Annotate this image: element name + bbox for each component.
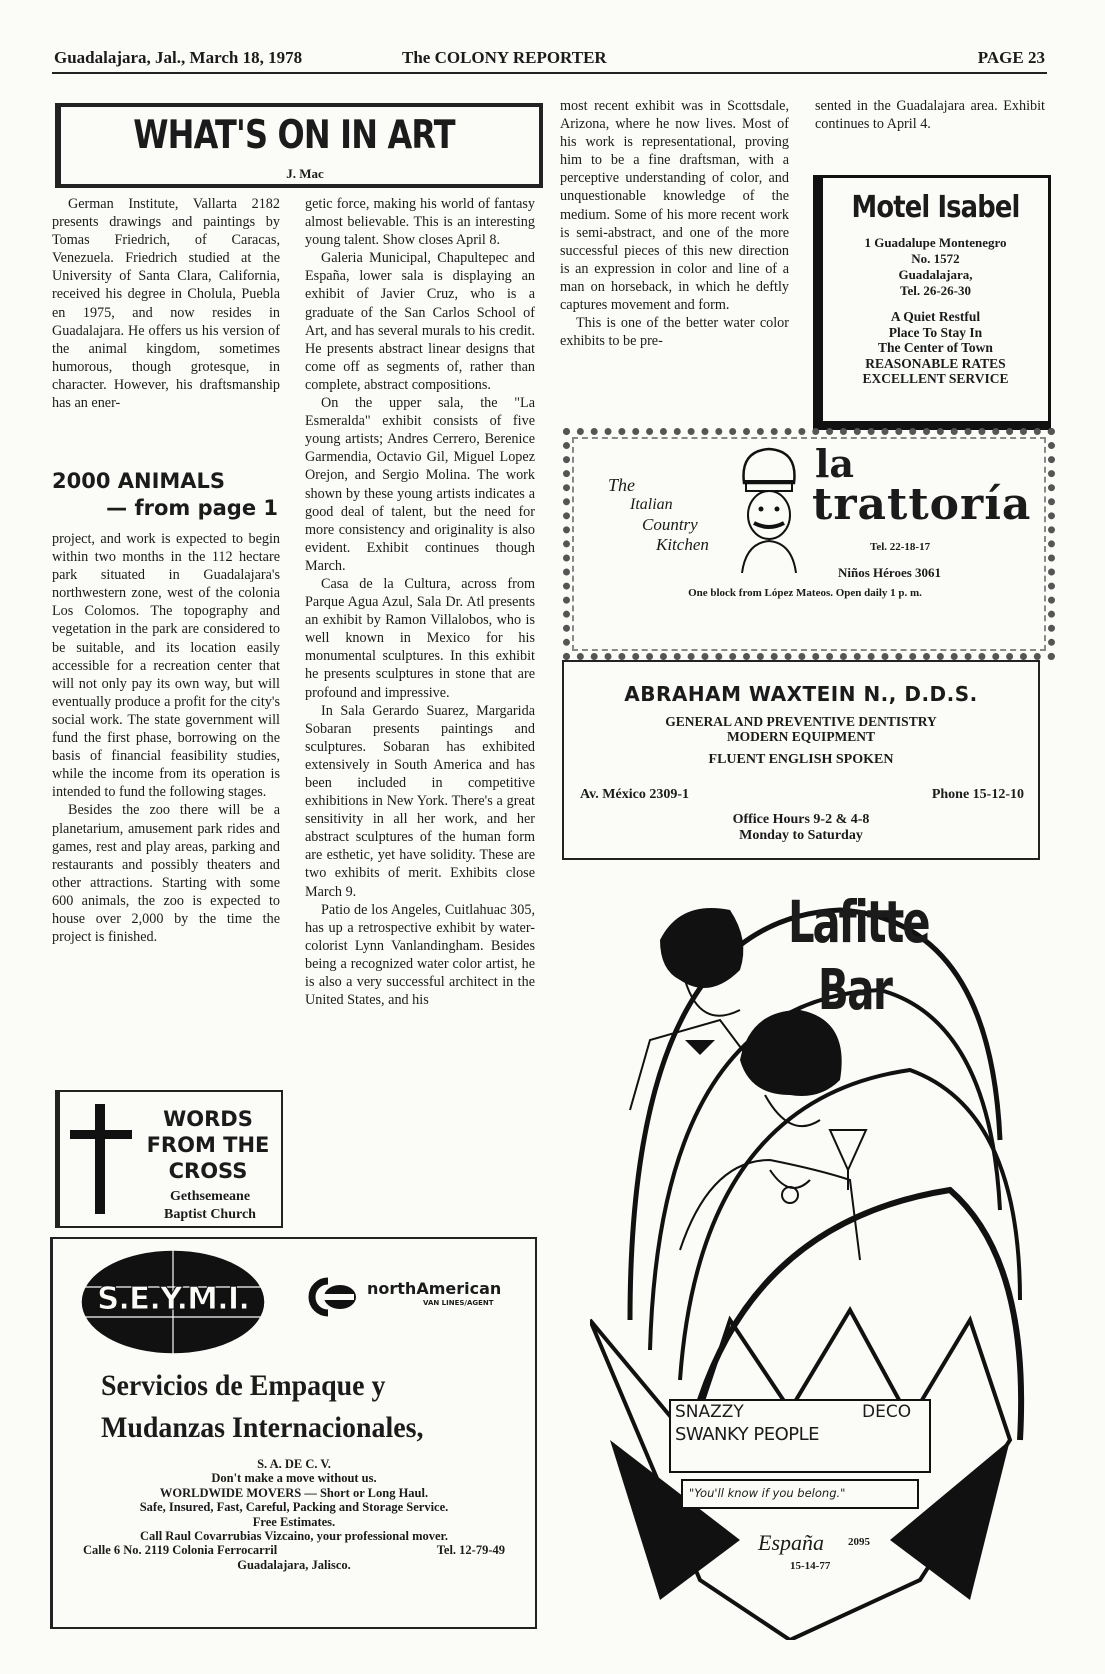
lafitte-quote: "You'll know if you belong." <box>689 1486 846 1500</box>
lafitte-swanky: SWANKY PEOPLE <box>675 1424 820 1445</box>
dentist-line-2: MODERN EQUIPMENT <box>726 729 876 744</box>
dentist-days: Monday to Saturday <box>739 828 863 843</box>
art-paragraph: getic force, making his world of fantasy almost believable. This is an interesting young talent. Show closes April 8. <box>305 196 535 249</box>
seymi-line-2: Don't make a move without us. <box>211 1471 377 1486</box>
motel-name: Motel Isabel <box>851 190 1020 225</box>
art-title: WHAT'S ON IN ART <box>133 113 455 158</box>
art-paragraph: This is one of the better water color exhibits to be pre- <box>560 315 789 350</box>
seymi-ad <box>50 1237 537 1629</box>
motel-city: Guadalajara, <box>898 267 973 282</box>
dentist-address: Av. México 2309-1 <box>580 787 689 802</box>
cross-line-3: CROSS <box>168 1159 248 1183</box>
lafitte-bar-illustration <box>590 880 1030 1640</box>
dentist-phone: Phone 15-12-10 <box>931 787 1024 802</box>
cross-line-1: WORDS <box>163 1107 253 1131</box>
art-paragraph: Galeria Municipal, Chapultepec and España, lower sala is displaying an exhibit of Javier Cruz, who is a graduate of the San Carlos School of Art, and has several murals to his credit. He presents abstract linear designs that come off as segments of, rather than complete, abstract compositions. <box>305 250 535 393</box>
motel-address-1: 1 Guadalupe Montenegro <box>864 235 1007 250</box>
trattoria-the: The <box>608 475 635 495</box>
motel-tagline-3: The Center of Town <box>878 340 993 355</box>
seymi-title-2: Mudanzas Internacionales, <box>101 1411 424 1444</box>
seymi-line-6: Call Raul Covarrubias Vizcaino, your professional mover. <box>139 1529 449 1544</box>
motel-address-2: No. 1572 <box>911 251 960 266</box>
northamerican-logo-icon <box>300 1277 360 1317</box>
northamerican-sub: VAN LINES/AGENT <box>423 1299 494 1307</box>
seymi-tel: Tel. 12-79-49 <box>436 1543 505 1558</box>
animals-head-1: 2000 ANIMALS <box>52 469 226 493</box>
dentist-ad <box>562 660 1040 860</box>
lafitte-word: Lafitte <box>788 888 929 956</box>
art-column-4 <box>815 97 1045 133</box>
trattoria-kitchen: Kitchen <box>656 535 709 554</box>
motel-tagline-1: A Quiet Restful <box>890 309 981 324</box>
seymi-title-1: Servicios de Empaque y <box>101 1369 386 1402</box>
dentist-line-1: GENERAL AND PREVENTIVE DENTISTRY <box>665 714 937 729</box>
motel-tagline-2: Place To Stay In <box>888 324 983 340</box>
northamerican-brand: northAmerican <box>367 1279 502 1298</box>
art-paragraph: sented in the Guadalajara area. Exhibit continues to April 4. <box>815 98 1045 133</box>
trattoria-name: trattoría <box>812 479 1032 530</box>
trattoria-address: Niños Héroes 3061 <box>838 565 942 580</box>
art-byline: J. Mac <box>230 166 380 182</box>
art-paragraph: Casa de la Cultura, across from Parque Agua Azul, Sala Dr. Atl presents an exhibit by Ramon Villalobos, who is well known in Mexico for his monumental sculptures. In this exhibit he presents sculptures in stone that are profound and impressive. <box>305 575 535 701</box>
lafitte-street-number: 2095 <box>848 1536 870 1548</box>
lafitte-bar-word: Bar <box>818 958 892 1023</box>
animals-head-2: — from page 1 <box>106 496 278 520</box>
cross-ad <box>55 1090 283 1228</box>
motel-tel: Tel. 26-26-30 <box>899 283 972 298</box>
art-column-1 <box>52 195 280 412</box>
cross-church-1: Gethsemeane <box>169 1189 251 1204</box>
page-header <box>52 48 1047 74</box>
seymi-city: Guadalajara, Jalisco. <box>237 1557 351 1572</box>
lafitte-street: España <box>758 1530 824 1555</box>
motel-isabel-ad <box>813 175 1051 430</box>
motel-tagline-4: REASONABLE RATES <box>865 355 1006 371</box>
art-paragraph: German Institute, Vallarta 2182 presents drawings and paintings by Tomas Friedrich, of Caracas, Venezuela. Friedrich studied at the University of Santa Clara, California, received his degree in Cholula, Puebla en 1975, and now resides in Guadalajara. He offers us his version of the animal kingdom, sometimes humorous, though grotesque, in character. However, his draftsmanship has an ener- <box>52 196 280 412</box>
animals-paragraph: project, and work is expected to begin within two months in the 112 hectare park situated in Guadalajara's northwestern zone, west of the colonia Los Colomos. The topography and vegetation in the park are considered to be suitable, and its location easily accessible for a recreation center that will not only pay its own way, but will eventually produce a profit for the city's social work. The state government will fund the first phase, borrowing on the basis of financial feasibility studies, while the income from its operation is intended to fund the following stages. <box>52 531 280 801</box>
motel-tagline-5: EXCELLENT SERVICE <box>862 371 1009 386</box>
seymi-line-3: WORLDWIDE MOVERS — Short or Long Haul. <box>159 1485 429 1500</box>
seymi-address: Calle 6 No. 2119 Colonia Ferrocarril <box>83 1543 278 1558</box>
lafitte-deco: DECO <box>862 1402 912 1422</box>
header-paper-name: The COLONY REPORTER <box>402 48 607 67</box>
chef-illustration <box>734 443 804 573</box>
trattoria-la: la <box>815 441 855 486</box>
seymi-line-4: Safe, Insured, Fast, Careful, Packing and Storage Service. <box>139 1500 449 1515</box>
animals-headline <box>52 468 280 522</box>
art-column-3 <box>560 97 789 350</box>
art-paragraph: Patio de los Angeles, Cuitlahuac 305, has up a retrospective exhibit by water-colorist Lynn Vanlandingham. Besides being a recognized water color artist, he is also a very successful architect in the United States, and his <box>305 901 535 1009</box>
art-paragraph: In Sala Gerardo Suarez, Margarida Sobaran presents paintings and sculptures. Sobaran has exhibited extensively in South America and has been included in competitive exhibitions in New York. There's a great sensitivity in all her work, and her abstract sculptures of the human form are esthetic, yet have solidity. These are two exhibits of merit. Exhibits close March 9. <box>305 702 535 900</box>
trattoria-italian: Italian <box>630 496 673 513</box>
trattoria-tel: Tel. 22-18-17 <box>870 541 931 553</box>
lafitte-phone: 15-14-77 <box>790 1560 831 1572</box>
cross-icon <box>70 1104 132 1214</box>
seymi-line-5: Free Estimates. <box>252 1514 336 1529</box>
dentist-line-3: FLUENT ENGLISH SPOKEN <box>708 752 894 767</box>
cross-line-2: FROM THE <box>146 1133 270 1157</box>
art-paragraph: On the upper sala, the "La Esmeralda" exhibit consists of five young artists; Andres Cerrero, Berenice Garmendia, Octavio Gil, Miguel Lopez Orejon, and Sergio Molina. The work shown by these young artists indicates a good deal of talent, but the need for more consistency and originality is also evident. Exhibit continues though March. <box>305 395 535 574</box>
animals-paragraph: Besides the zoo there will be a planetarium, amusement park rides and games, rest and play areas, parking and restaurants and possibly theaters and other attractions. Starting with some 600 animals, the zoo is expected to house over 2,000 by the time the project is finished. <box>52 802 280 946</box>
trattoria-note: One block from López Mateos. Open daily 1 p. m. <box>688 587 922 599</box>
art-column-2 <box>305 195 535 1009</box>
seymi-logo-text: S.E.Y.M.I. <box>96 1281 250 1317</box>
header-page-number: PAGE 23 <box>977 48 1045 67</box>
cross-church-2: Baptist Church <box>164 1207 256 1222</box>
dentist-hours: Office Hours 9-2 & 4-8 <box>732 812 870 827</box>
dentist-name: ABRAHAM WAXTEIN N., D.D.S. <box>624 682 978 706</box>
lafitte-snazzy: SNAZZY <box>675 1402 744 1422</box>
art-paragraph: most recent exhibit was in Scottsdale, Arizona, where he now lives. Most of his work is representational, proving him to be a fine draftsman, with a perceptive understanding of color, and unquestionable knowledge of the medium. Some of his more recent work is semi-abstract, and one of the more successful pieces of this new direction is an expression in color and line of a man on horseback, in which he deftly captures movement and form. <box>560 98 789 314</box>
header-place-date: Guadalajara, Jal., March 18, 1978 <box>54 48 303 67</box>
trattoria-country: Country <box>642 515 698 534</box>
trattoria-ad <box>563 428 1055 660</box>
animals-story <box>52 530 280 946</box>
seymi-line-1: S. A. DE C. V. <box>257 1457 331 1471</box>
